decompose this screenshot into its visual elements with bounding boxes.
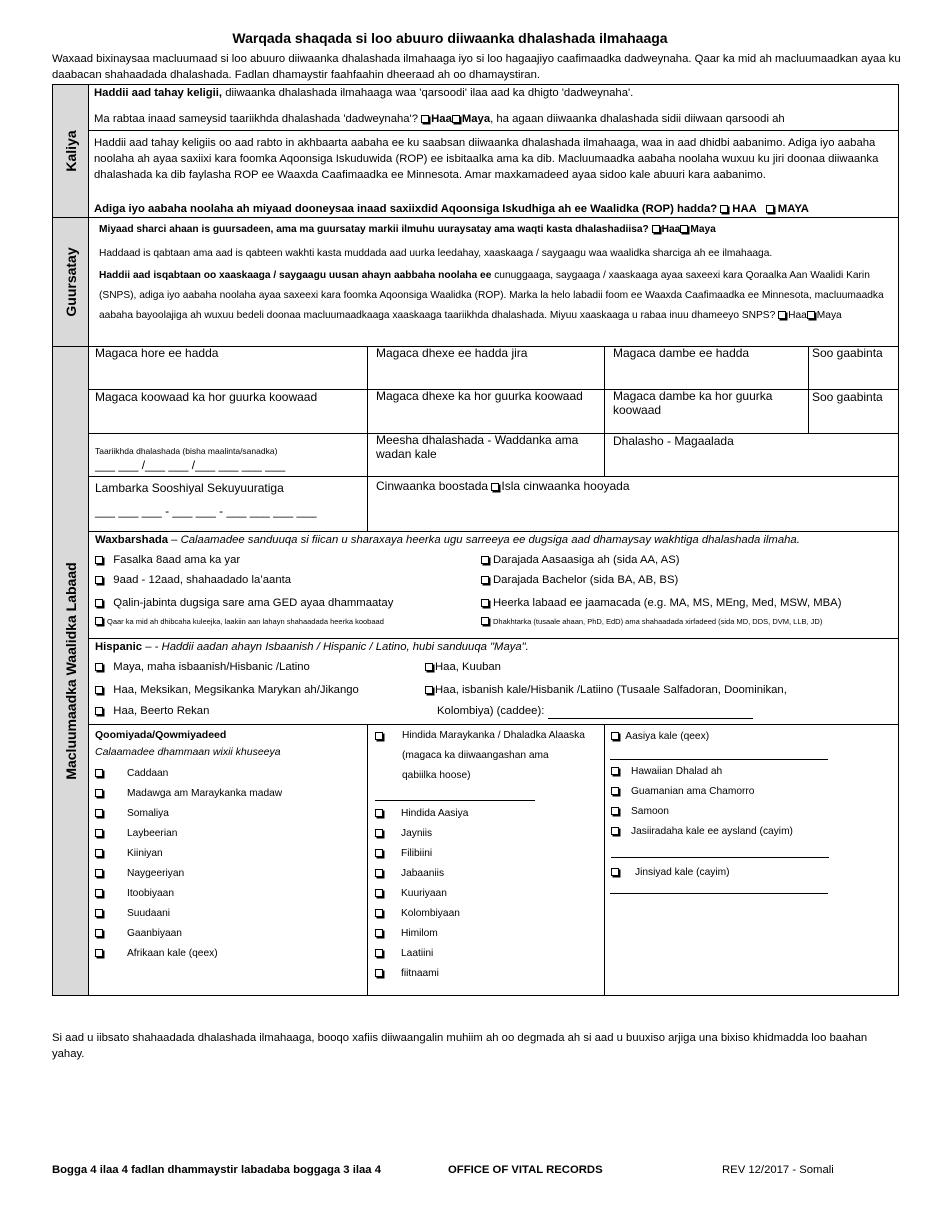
race-checkbox[interactable] bbox=[95, 829, 103, 837]
section-kaliya bbox=[52, 84, 899, 218]
education-option-label: Fasalka 8aad ama ka yar bbox=[113, 554, 241, 566]
race-specify-field[interactable] bbox=[610, 759, 828, 760]
kaliya-label-cell bbox=[53, 85, 89, 217]
second-parent-label: Macluumaadka Waalidka Labaad bbox=[62, 562, 79, 780]
race-option[interactable] bbox=[95, 784, 363, 804]
hispanic-checkbox[interactable] bbox=[95, 663, 103, 671]
education-option-label: Dhakhtarka (tusaale ahaan, PhD, EdD) ama shahaadada xirfadeed (sida MD, DDS, DVM, LLB, JD) bbox=[493, 617, 823, 626]
kaliya-paternity-text: Haddii aad tahay keligiis oo aad rabto in akhbaarta aabaha ee ku saabsan diiwaanka dhalashada ilmahaaga, waa in aad dhidbi aabanimo. Adiga iyo aabaha noolaha ah ayaa saxiixi kara foomka Aqoonsiga Iskuduwida (ROP) ee isbitaalka ama ka dib. Macluumaadka aabaha noolaha wuxuu ku jiri doonaa diiwaanka dhalashada ka dib faylasha ROP ee Waaxda Caafimaadka ee Minnesota. Amar maxkamadeed ayaa sidoo kale abuuri kara aabanimo. bbox=[94, 137, 879, 181]
education-option[interactable] bbox=[481, 552, 896, 568]
race-option[interactable] bbox=[95, 904, 363, 924]
race-checkbox[interactable] bbox=[95, 769, 103, 777]
hispanic-option-label: Haa, Beerto Rekan bbox=[113, 705, 210, 717]
education-checkbox[interactable] bbox=[481, 617, 489, 625]
birthplace-city-field[interactable]: Dhalasho - Magaalada bbox=[613, 434, 734, 448]
education-checkbox[interactable] bbox=[95, 599, 103, 607]
hispanic-specify bbox=[437, 703, 897, 719]
birthplace-state-field[interactable]: Meesha dhalashada - Waddanka ama wadan kale bbox=[376, 433, 579, 461]
hispanic-heading-label: Hispanic bbox=[95, 641, 143, 653]
race-option[interactable] bbox=[375, 884, 600, 904]
race-option-label: Gaanbiyaan bbox=[127, 928, 182, 939]
education-option[interactable] bbox=[481, 614, 896, 630]
guursatay-maya-checkbox[interactable] bbox=[680, 225, 688, 233]
education-option-label: Darajada Bachelor (sida BA, AB, BS) bbox=[493, 574, 679, 586]
race-option-label: Kiiniyan bbox=[127, 848, 163, 859]
race-option[interactable] bbox=[611, 727, 891, 747]
divider bbox=[89, 476, 899, 477]
education-checkbox[interactable] bbox=[95, 556, 103, 564]
hispanic-option-label: Haa, Meksikan, Megsikanka Marykan ah/Jikango bbox=[113, 684, 359, 696]
certificate-note: Si aad u iibsato shahaadada dhalashada ilmahaaga, booqo xafiis diiwaangalin muhiim ah oo degmada ah si aad u buuxiso arjiga una bixiso khidmadda loo baahan yahay. bbox=[52, 1032, 868, 1060]
kaliya-rop-question bbox=[94, 201, 899, 217]
guursatay-haa-label: Haa bbox=[661, 224, 681, 235]
divider bbox=[89, 724, 899, 725]
race-checkbox[interactable] bbox=[95, 809, 103, 817]
race-option[interactable] bbox=[95, 944, 363, 964]
footer-page: Bogga 4 ilaa 4 fadlan dhammaystir labadaba boggaga 3 ilaa 4 bbox=[52, 1164, 381, 1176]
race-col3 bbox=[611, 762, 891, 842]
race-option-label: Hawaiian Dhalad ah bbox=[631, 766, 723, 777]
divider bbox=[604, 347, 605, 476]
mailing-same-label: Isla cinwaanka hooyada bbox=[501, 479, 630, 493]
race-col1 bbox=[95, 764, 363, 964]
race-option-label: Jinsiyad kale (cayim) bbox=[635, 867, 730, 878]
mailing-same-checkbox[interactable] bbox=[491, 483, 499, 491]
race-subheading: Calaamadee dhammaan wixii khuseeya bbox=[95, 746, 281, 758]
race-option-label: Somaliya bbox=[127, 808, 169, 819]
kaliya-public-question bbox=[94, 111, 894, 127]
kaliya-intro bbox=[94, 85, 894, 101]
race-option[interactable] bbox=[375, 924, 600, 944]
guursatay-snps-rest: cunuggaaga, saygaaga / xaaskaaga ayaa saxeexi kara Qoraalka Aan Waalidi Karin (SNPS), adiga iyo aabaha noolaha ayaa saxeexi kara foomka Aqoonsiga Waalidka (ROP). Marka la helo labadii foom ee Waaxda Caafimaadka ee Minnesota, macluumaadka aabaha bayoolajiga ah wuxuu bedeli doonaa macluumaadkaaga xaaskaaga taariikhda dhalashada. Miyuu xaaskaaga u rabaa inuu dhameeyo SNPS? bbox=[99, 270, 884, 321]
race-option[interactable] bbox=[95, 824, 363, 844]
education-instruction: – Calaamadee sanduuqa si fiican u sharaxaya heerka ugu sarreeya ee dugsiga aad dhamaysay wakhtiga dhalashada ilmaha. bbox=[168, 534, 800, 546]
race-checkbox[interactable] bbox=[611, 807, 619, 815]
guursatay-label-cell bbox=[53, 218, 89, 346]
hispanic-specify-label: Kolombiya) (caddee): bbox=[437, 705, 545, 717]
kaliya-rop-haa-label: HAA bbox=[732, 203, 757, 215]
kaliya-public-haa-label: Haa bbox=[431, 113, 452, 125]
hispanic-option-label: Haa, isbanish kale/Hisbanik /Latiino (Tusaale Salfadoran, Doominikan, bbox=[435, 684, 787, 696]
race-option-label: Laatiini bbox=[401, 948, 434, 959]
education-option-label: 9aad - 12aad, shahaadado la’aanta bbox=[113, 574, 292, 586]
hispanic-checkbox[interactable] bbox=[425, 663, 433, 671]
race-col2 bbox=[375, 804, 600, 984]
race-option-label: Suudaani bbox=[127, 908, 171, 919]
race-option[interactable] bbox=[375, 824, 600, 844]
race-checkbox[interactable] bbox=[95, 789, 103, 797]
race-option[interactable] bbox=[375, 844, 600, 864]
race-option[interactable] bbox=[95, 864, 363, 884]
race-checkbox[interactable] bbox=[375, 869, 383, 877]
guursatay-snps-maya-label: Maya bbox=[816, 310, 842, 321]
education-checkbox[interactable] bbox=[481, 576, 489, 584]
race-option-label: Kuuriyaan bbox=[401, 888, 447, 899]
education-heading bbox=[95, 532, 895, 548]
hispanic-option-label: Haa, Kuuban bbox=[435, 661, 501, 673]
kaliya-public-haa-checkbox[interactable] bbox=[421, 115, 429, 123]
race-checkbox[interactable] bbox=[375, 929, 383, 937]
guursatay-snps-haa-checkbox[interactable] bbox=[778, 311, 786, 319]
education-option-label: Darajada Aasaasiga ah (sida AA, AS) bbox=[493, 554, 680, 566]
education-option[interactable] bbox=[95, 595, 475, 611]
race-specify-field[interactable] bbox=[375, 800, 535, 801]
middle-name-field[interactable]: Magaca dhexe ee hadda jira bbox=[376, 346, 528, 360]
education-option-label: Heerka labaad ee jaamacada (e.g. MA, MS, MEng, Med, MSW, MBA) bbox=[493, 597, 842, 609]
education-option[interactable] bbox=[95, 614, 480, 630]
race-option[interactable] bbox=[611, 822, 891, 842]
race-checkbox[interactable] bbox=[611, 868, 619, 876]
race-checkbox[interactable] bbox=[375, 849, 383, 857]
race-checkbox[interactable] bbox=[375, 889, 383, 897]
dob-field[interactable]: ___ ___ /___ ___ /___ ___ ___ ___ bbox=[95, 458, 286, 472]
race-option-label: Afrikaan kale (qeex) bbox=[127, 948, 218, 959]
guursatay-legal-parent-text: Haddaad is qabtaan ama aad is qabteen wakhti kasta muddada aad uurka leedahay, xaaskaaga / saygaagu waa waalidka sharciga ah ee ilmahaaga. bbox=[99, 248, 773, 259]
race-option-label: Samoon bbox=[631, 806, 669, 817]
guursatay-snps-bold: Haddii aad isqabtaan oo xaaskaaga / saygaagu uusan ahayn aabbaha noolaha ee bbox=[99, 270, 492, 281]
race-specify-field[interactable] bbox=[610, 893, 828, 894]
ssn-field[interactable]: ___ ___ ___ - ___ ___ - ___ ___ ___ ___ bbox=[95, 504, 317, 518]
race-option[interactable] bbox=[375, 904, 600, 924]
kaliya-intro-bold: Haddii aad tahay keligii, bbox=[94, 87, 223, 99]
education-option-label: Qaar ka mid ah dhibcaha kuleejka, laakiin aan lahayn shahaadada heerka koobaad bbox=[107, 617, 384, 626]
kaliya-label: Kaliya bbox=[62, 130, 79, 172]
hispanic-checkbox[interactable] bbox=[425, 686, 433, 694]
race-checkbox[interactable] bbox=[375, 809, 383, 817]
hispanic-option-label: Maya, maha isbaanish/Hisbanic /Latino bbox=[113, 661, 310, 673]
race-option-label: Caddaan bbox=[127, 768, 169, 779]
kaliya-public-question-tail: , ha agaan diiwaanka dhalashada sidii diiwaan qarsoodi ah bbox=[490, 113, 785, 125]
guursatay-question bbox=[99, 220, 894, 240]
race-option[interactable] bbox=[375, 726, 585, 786]
divider bbox=[808, 347, 809, 433]
race-checkbox[interactable] bbox=[95, 909, 103, 917]
intro-text: Waxaad bixinaysaa macluumaad si loo abuuro diiwaanka dhalashada ilmahaaga iyo si loo hagaajiyo caafimaadka dadweynaha. Qaar ka mid ah macluumaadkan ayaa ku daabacan shahaadada dhalashada. Fadlan dhamaystir faahfaahin dheeraad ah oo dhamaystiran. bbox=[52, 53, 901, 81]
last-name-field[interactable]: Magaca dambe ee hadda bbox=[613, 346, 750, 360]
race-option[interactable] bbox=[375, 804, 600, 824]
race-option-label: Laybeerian bbox=[127, 828, 178, 839]
hispanic-checkbox[interactable] bbox=[95, 707, 103, 715]
education-option[interactable] bbox=[481, 595, 896, 611]
race-specify-field[interactable] bbox=[611, 857, 829, 858]
race-heading: Qoomiyada/Qowmiyadeed bbox=[95, 729, 227, 741]
hispanic-option[interactable] bbox=[425, 682, 895, 698]
race-option-label: Jayniis bbox=[401, 828, 433, 839]
guursatay-maya-label: Maya bbox=[690, 224, 716, 235]
divider bbox=[604, 724, 605, 995]
guursatay-label: Guursatay bbox=[62, 247, 79, 317]
race-checkbox[interactable] bbox=[95, 889, 103, 897]
kaliya-rop-maya-checkbox[interactable] bbox=[766, 205, 774, 213]
first-name-field[interactable]: Magaca hore ee hadda bbox=[95, 346, 219, 360]
race-option-label: Itoobiyaan bbox=[127, 888, 175, 899]
section-guursatay bbox=[52, 217, 899, 347]
guursatay-question-text: Miyaad sharci ahaan is guursadeen, ama ma guursatay markii ilmuhu uuraysatay ama waqti kasta dhalashadiisa? bbox=[99, 224, 649, 235]
race-option[interactable] bbox=[611, 863, 891, 883]
kaliya-rop-maya-label: MAYA bbox=[777, 203, 809, 215]
dob-label: Taariikhda dhalashada (bisha maalinta/sanadka) bbox=[95, 446, 278, 456]
ssn-label: Lambarka Sooshiyal Sekuyuuratiga bbox=[95, 481, 284, 495]
footer-rev: REV 12/2017 - Somali bbox=[722, 1164, 834, 1176]
race-checkbox[interactable] bbox=[611, 787, 619, 795]
race-checkbox[interactable] bbox=[611, 827, 619, 835]
hispanic-option[interactable] bbox=[95, 682, 425, 698]
education-checkbox[interactable] bbox=[95, 576, 103, 584]
race-option[interactable] bbox=[375, 944, 600, 964]
race-checkbox[interactable] bbox=[611, 767, 619, 775]
suffix-field[interactable]: Soo gaabinta bbox=[812, 346, 883, 360]
race-option[interactable] bbox=[95, 924, 363, 944]
mailing-address-field[interactable] bbox=[376, 478, 896, 494]
race-option[interactable] bbox=[611, 802, 891, 822]
kaliya-rop-question-text: Adiga iyo aabaha noolaha ah miyaad dooneysaa inaad saxiixdid Aqoonsiga Iskudhiga ah ee Waalidka (ROP) hadda? bbox=[94, 203, 718, 215]
second-parent-label-cell bbox=[53, 347, 89, 995]
race-option-label: Hindida Aasiya bbox=[401, 808, 469, 819]
hispanic-option[interactable] bbox=[95, 659, 425, 675]
education-checkbox[interactable] bbox=[95, 617, 103, 625]
education-option[interactable] bbox=[95, 572, 475, 588]
guursatay-snps-text bbox=[99, 266, 894, 326]
race-option-label: Guamanian ama Chamorro bbox=[631, 786, 755, 797]
race-option-label: fiitnaami bbox=[401, 968, 439, 979]
race-option[interactable] bbox=[611, 782, 891, 802]
divider bbox=[367, 347, 368, 531]
race-checkbox[interactable] bbox=[375, 909, 383, 917]
race-option-label: Madawga am Maraykanka madaw bbox=[127, 788, 283, 799]
race-option[interactable] bbox=[611, 762, 891, 782]
first-name-prior-field[interactable]: Magaca koowaad ka hor guurka koowaad bbox=[95, 390, 318, 404]
guursatay-snps-haa-label: Haa bbox=[788, 310, 807, 321]
race-checkbox[interactable] bbox=[95, 949, 103, 957]
race-option[interactable] bbox=[95, 884, 363, 904]
race-option[interactable] bbox=[95, 844, 363, 864]
last-name-prior-field[interactable]: Magaca dambe ka hor guurka koowaad bbox=[613, 389, 773, 417]
race-option[interactable] bbox=[375, 864, 600, 884]
education-option[interactable] bbox=[95, 552, 475, 568]
race-option-label: Kolombiyaan bbox=[401, 908, 460, 919]
education-checkbox[interactable] bbox=[481, 556, 489, 564]
footer-office: OFFICE OF VITAL RECORDS bbox=[448, 1164, 603, 1176]
divider bbox=[89, 130, 899, 131]
hispanic-option[interactable] bbox=[425, 659, 895, 675]
education-option-label: Qalin-jabinta dugsiga sare ama GED ayaa dhammaatay bbox=[113, 597, 394, 609]
race-checkbox[interactable] bbox=[611, 732, 619, 740]
kaliya-intro-rest: diiwaanka dhalashada ilmahaaga waa 'qarsoodi' ilaa aad ka dhigto 'dadweynaha'. bbox=[222, 87, 634, 99]
guursatay-haa-checkbox[interactable] bbox=[652, 225, 660, 233]
page-title: Warqada shaqada si loo abuuro diiwaanka dhalashada ilmahaaga bbox=[232, 30, 668, 46]
race-option[interactable] bbox=[95, 764, 363, 784]
race-option-label: Naygeeriyan bbox=[127, 868, 185, 879]
suffix-prior-field[interactable]: Soo gaabinta bbox=[812, 390, 883, 404]
kaliya-public-maya-checkbox[interactable] bbox=[452, 115, 460, 123]
race-option[interactable] bbox=[95, 804, 363, 824]
mailing-address-label: Cinwaanka boostada bbox=[376, 479, 489, 493]
hispanic-heading bbox=[95, 639, 895, 655]
divider bbox=[367, 724, 368, 995]
race-option-label: Aasiya kale (qeex) bbox=[625, 731, 710, 742]
hispanic-option[interactable] bbox=[95, 703, 425, 719]
hispanic-checkbox[interactable] bbox=[95, 686, 103, 694]
race-option-label: Filibiini bbox=[401, 848, 433, 859]
race-checkbox[interactable] bbox=[375, 829, 383, 837]
kaliya-public-maya-label: Maya bbox=[461, 113, 491, 125]
section-second-parent bbox=[52, 346, 899, 996]
race-option-label: Jasiiradaha kale ee aysland (cayim) bbox=[631, 826, 793, 837]
race-checkbox[interactable] bbox=[375, 732, 383, 740]
education-option[interactable] bbox=[481, 572, 896, 588]
race-option-label: Himilom bbox=[401, 928, 438, 939]
race-checkbox[interactable] bbox=[95, 869, 103, 877]
race-option-label: Jabaaniis bbox=[401, 868, 445, 879]
race-checkbox[interactable] bbox=[375, 949, 383, 957]
race-option-label: Hindida Maraykanka / Dhaladka Alaaska (magaca ka diiwaangashan ama qabiilka hoose) bbox=[402, 730, 585, 781]
hispanic-instruction: – - Haddii aadan ahayn Isbaanish / Hispanic / Latino, hubi sanduuqa "Maya". bbox=[142, 641, 529, 653]
guursatay-snps-maya-checkbox[interactable] bbox=[807, 311, 815, 319]
hispanic-specify-field[interactable] bbox=[548, 704, 753, 719]
kaliya-public-question-text: Ma rabtaa inaad sameysid taariikhda dhalashada 'dadweynaha'? bbox=[94, 113, 418, 125]
race-option[interactable] bbox=[375, 964, 600, 984]
race-checkbox[interactable] bbox=[375, 969, 383, 977]
education-heading-label: Waxbarshada bbox=[95, 534, 169, 546]
kaliya-rop-haa-checkbox[interactable] bbox=[720, 205, 728, 213]
race-checkbox[interactable] bbox=[95, 849, 103, 857]
middle-name-prior-field[interactable]: Magaca dhexe ka hor guurka koowaad bbox=[376, 389, 583, 403]
race-checkbox[interactable] bbox=[95, 929, 103, 937]
education-checkbox[interactable] bbox=[481, 599, 489, 607]
